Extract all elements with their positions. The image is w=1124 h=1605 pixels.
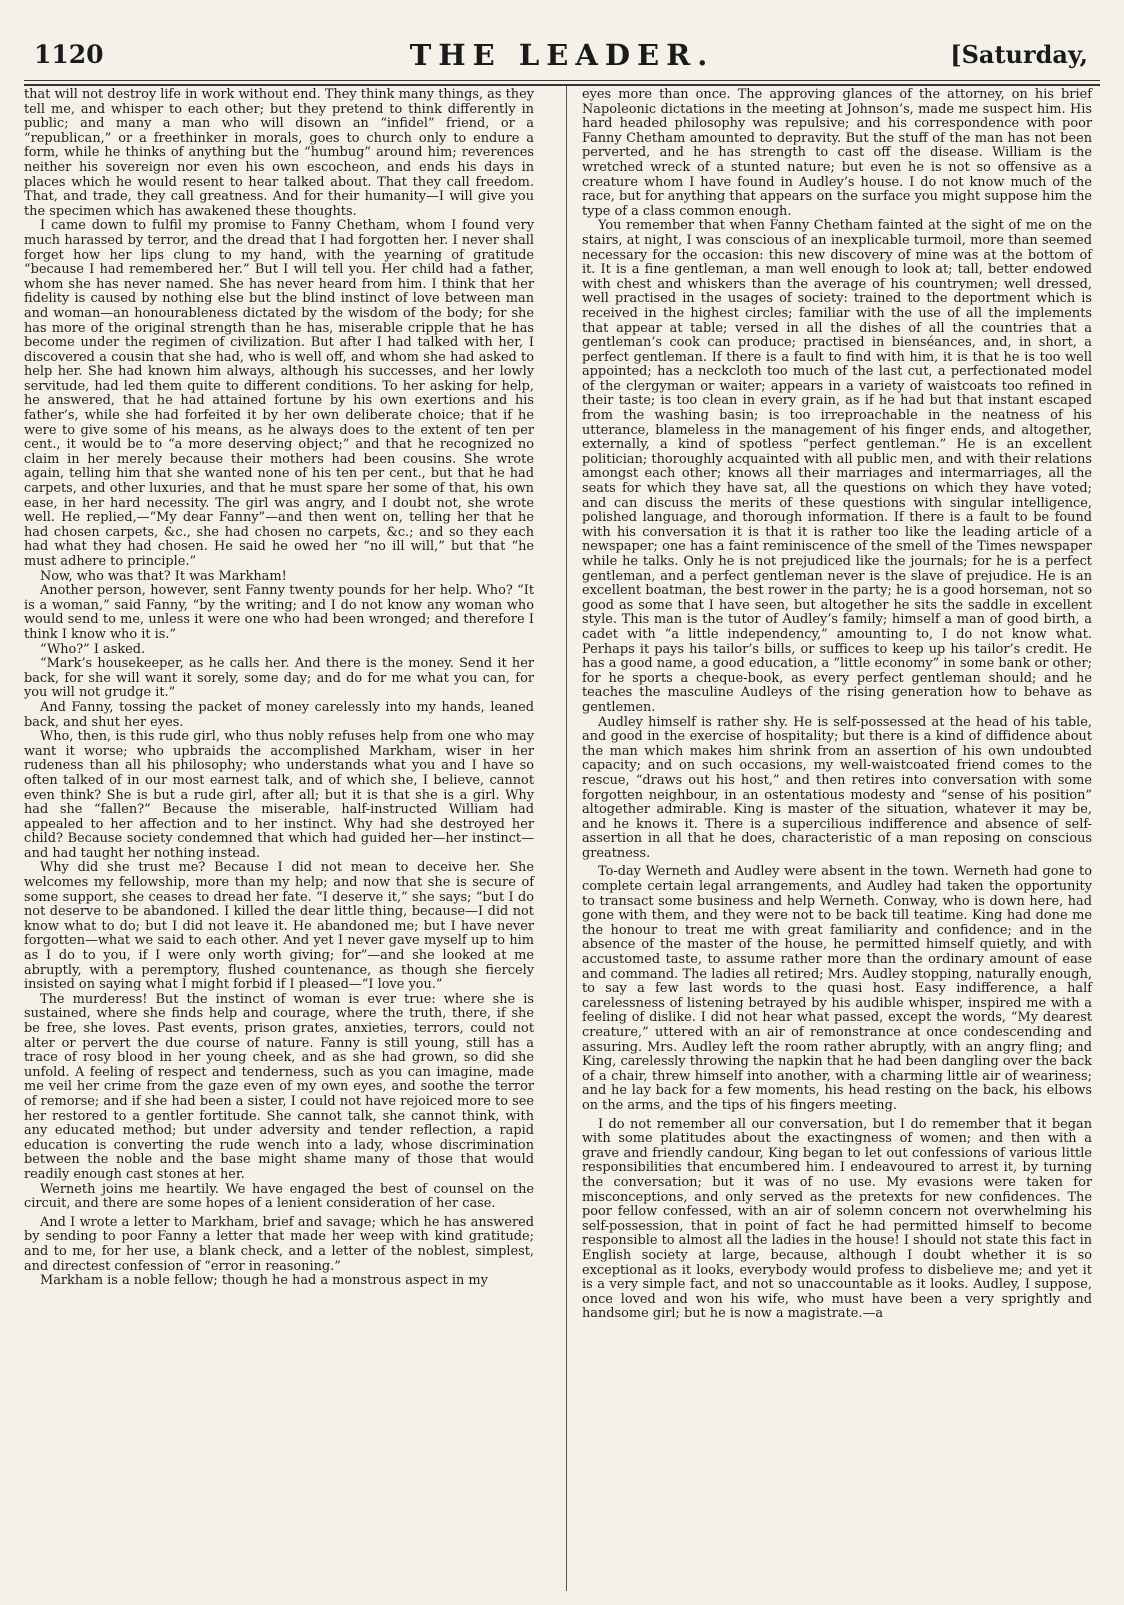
paragraph: Now, who was that? It was Markham! bbox=[40, 568, 287, 584]
paragraph: “Mark’s housekeeper, as he calls her. And there is the money. Send it her back, for she will want it sorely, some day; and do for me what you can, for you will not grudge it.” bbox=[24, 656, 534, 701]
paragraph: Werneth joins me heartily. We have engaged the best of counsel on the circuit, and there are some hopes of a lenient consideration of her case. bbox=[24, 1181, 534, 1212]
right-column bbox=[582, 88, 1092, 1322]
paragraph: Audley himself is rather shy. He is self-possessed at the head of his table, and good in the exercise of hospitality; but there is a kind of diffidence about the man which makes him shrink from an assertion of his own undoubted capacity; and on such occasions, my well-waistcoated friend comes to the rescue, “draws out his host,” and then retires into conversation with some forgotten neighbour, in an ostentatious modesty and “sense of his position” altogether admirable. King is master of the situation, whatever it may be, and he knows it. There is a supercilious indifference and absence of self-assertion in all that he does, characteristic of a man reposing on conscious greatness. bbox=[582, 714, 1092, 861]
paragraph: And I wrote a letter to Markham, brief and savage; which he has answered by sending to poor Fanny a letter that made her weep with kind gratitude; and to me, for her use, a blank check, and a letter of the noblest, simplest, and directest confession of “error in reasoning.” bbox=[24, 1214, 534, 1274]
left-column bbox=[24, 88, 534, 1289]
header-rule-thick bbox=[24, 84, 1100, 86]
paragraph: Another person, however, sent Fanny twenty pounds for her help. Who? “It is a woman,” said Fanny, “by the writing; and I do not know any woman who would send to me, unless it were one who had been wronged; and therefore I think I know who it is.” bbox=[24, 583, 534, 642]
paragraph: eyes more than once. The approving glances of the attorney, on his brief Napoleonic dictations in the meeting at Johnson’s, made me suspect him. His hard headed philosophy was repulsive; and his correspondence with poor Fanny Chetham amounted to depravity. But the stuff of the man has not been perverted, and he has strength to cast off the disease. William is the wretched wreck of a stunted nature; but even he is not so offensive as a creature whom I have found in Audley’s house. I do not know much of the race, but for anything that appears on the surface you might suppose him the type of a class common enough. bbox=[582, 87, 1092, 219]
paragraph: Why did she trust me? Because I did not mean to deceive her. She welcomes my fellowship, more than my help; and now that she is secure of some support, she ceases to dread her fate. “I deserve it,” she says; “but I do not deserve to be abandoned. I killed the dear little thing, because—I did not know what to do; but I did not leave it. He abandoned me; but I have never forgotten—what we said to each other. And yet I never gave myself up to him as I do to you, if I were only worth giving; for”—and she looked at me abruptly, with a peremptory, flushed countenance, as though she fiercely insisted on saying what I might forbid if I pleased—“I love you.” bbox=[24, 860, 534, 993]
paragraph: And Fanny, tossing the packet of money carelessly into my hands, leaned back, and shut her eyes. bbox=[24, 699, 534, 730]
newspaper-title: THE LEADER. bbox=[409, 38, 715, 72]
paragraph: You remember that when Fanny Chetham fainted at the sight of me on the stairs, at night, I was conscious of an inexplicable turmoil, more than seemed necessary for the occasion: this new discovery of mine was at the bottom of it. It is a fine gentleman, a man well enough to look at; tall, better endowed with chest and whiskers than the average of his countrymen; well dressed, well practised in the usages of society: trained to the deportment which is received in the highest circles; familiar with the use of all the implements that appear at table; versed in all the dishes of all the countries that a gentleman’s cook can produce; practised in bienséances, and, in short, a perfect gentleman. If there is a fault to find with him, it is that he is too well appointed; has a neckcloth too much of the last cut, a perfectionated model of the clergyman or waiter; appears in a variety of waistcoats too refined in their taste; is too clean in every grain, as if he had but that instant escaped from the washing basin; is too irreproachable in the neatness of his utterance, blameless in the management of his finger ends, and altogether, externally, a kind of spotless “perfect gentleman.” He is an excellent politician; thoroughly acquainted with all public men, and with their relations amongst each other; knows all their marriages and intermarriages, all the seats for which they have sat, all the questions on which they have voted; and can discuss the merits of these questions with singular intelligence, polished language, and thorough information. If there is a fault to be found with his conversation it is that it is rather too like the leading article of a newspaper; one has a faint reminiscence of the smell of the Times newspaper while he talks. Only he is not prejudiced like the journals; for he is a perfect gentleman, and a perfect gentleman never is the slave of prejudice. He is an excellent boatman, the best rower in the party; he is a good horseman, not so good as some that I have seen, but altogether he sits the saddle in excellent style. This man is the tutor of Audley’s family; himself a man of good birth, a cadet with “a little independency,” amounting to, I do not know what. Perhaps it pays his tailor’s bills, or suffices to keep up his tailor’s credit. He has a good name, a good education, a “little economy” in some bank or other; for he sports a cheque-book, as every perfect gentleman should; and he teaches the masculine Audleys of the rising generation how to behave as gentlemen. bbox=[582, 218, 1092, 715]
paragraph: that will not destroy life in work without end. They think many things, as they tell me, and whisper to each other; but they pretend to think differently in public; and many a man who will disown an “infidel” friend, or a “republican,” or a freethinker in morals, goes to church only to endure a form, while he thinks of anything but the “humbug” around him; reverences neither his sovereign nor even his own escocheon, and ends his days in places which he would resent to hear talked about. That they call freedom. That, and trade, they call greatness. And for their humanity—I will give you the specimen which has awakened these thoughts. bbox=[24, 87, 534, 219]
masthead bbox=[24, 36, 1100, 80]
page-number: 1120 bbox=[34, 40, 104, 69]
header-rule bbox=[24, 80, 1100, 81]
paragraph: “Who?” I asked. bbox=[40, 641, 146, 657]
issue-day: [Saturday, bbox=[950, 40, 1088, 69]
column-divider bbox=[566, 86, 567, 1591]
paragraph: To-day Werneth and Audley were absent in the town. Werneth had gone to complete certain legal arrangements, and Audley had taken the opportunity to transact some business and help Werneth. Conway, who is down here, had gone with them, and they were not to be back till teatime. King had done me the honour to treat me with great familiarity and confidence; and in the absence of the master of the house, he permitted himself quietly, and with accustomed taste, to assume rather more than the ordinary amount of ease and command. The ladies all retired; Mrs. Audley stopping, naturally enough, to say a few last words to the quasi host. Easy indifference, a half carelessness of listening betrayed by his audible whisper, inspired me with a feeling of dislike. I did not hear what passed, except the words, “My dearest creature,” uttered with an air of remonstrance at once condescending and assuring. Mrs. Audley left the room rather abruptly, with an angry fling; and King, carelessly throwing the napkin that he had been dangling over the back of a chair, threw himself into another, with a charming little air of weariness; and he lay back for a few moments, his head resting on the back, his elbows on the arms, and the tips of his fingers meeting. bbox=[582, 864, 1092, 1113]
paragraph: Who, then, is this rude girl, who thus nobly refuses help from one who may want it worse; who upbraids the accomplished Markham, wiser in her rudeness than all his philosophy; who understands what you and I have so often talked of in our most earnest talk, and of which she, I believe, cannot even think? She is but a rude girl, after all; but it is that she is a girl. Why had she “fallen?” Because the miserable, half-instructed William had appealed to her affection and to her instinct. Why had she destroyed her child? Because society condemned that which had guided her—her instinct—and had taught her nothing instead. bbox=[24, 729, 534, 861]
paragraph: The murderess! But the instinct of woman is ever true: where she is sustained, where she finds help and courage, where the truth, there, if she be free, she loves. Past events, prison grates, anxieties, terrors, could not alter or pervert the due course of nature. Fanny is still young, still has a trace of rosy blood in her young cheek, and as she had grown, so did she unfold. A feeling of respect and tenderness, such as you can imagine, made me veil her crime from the gaze even of my own eyes, and soothe the terror of remorse; and if she had been a sister, I could not have rejoiced more to see her restored to a gentler fortitude. She cannot talk, she cannot think, with any educated method; but under adversity and tender reflection, a rapid education is converting the rude wench into a lady, whose discrimination between the noble and the base might shame many of those that would readily enough cast stones at her. bbox=[24, 991, 534, 1182]
paragraph: Markham is a noble fellow; though he had a monstrous aspect in my bbox=[40, 1273, 488, 1289]
paragraph: I came down to fulfil my promise to Fanny Chetham, whom I found very much harassed by terror, and the dread that I had forgotten her. I never shall forget how her lips clung to my hand, with the yearning of gratitude “because I had remembered her.” But I will tell you. Her child had a father, whom she has never named. She has never heard from him. I think that her fidelity is caused by nothing else but the blind instinct of love between man and woman—an honourableness dictated by the wisdom of the body; for she has more of the original strength than he has, miserable cripple that he has become under the regimen of civilization. But after I had talked with her, I discovered a cousin that she had, who is well off, and whom she had asked to help her. She had known him always, although his successes, and her lowly servitude, had led them quite to different conditions. To her asking for help, he answered, that he had attained fortune by his own exertions and his father’s, while she had forfeited it by her own deliberate choice; that if he were to give some of his means, as he always does to the extent of ten per cent., it would be to “a more deserving object;” and that he recognized no claim in her merely because their mothers had been cousins. She wrote again, telling him that she wanted none of his ten per cent., but that he had carpets, and other luxuries, and that he must spare her some of that, his own ease, in her hard necessity. The girl was angry, and I doubt not, she wrote well. He replied,—“My dear Fanny”—and then went on, telling her that he had chosen carpets, &c., she had chosen no carpets, &c.; and so they each had what they had chosen. He said he owed her “no ill will,” but that “he must adhere to principle.” bbox=[24, 218, 534, 569]
paragraph: I do not remember all our conversation, but I do remember that it began with some platitudes about the exactingness of women; and then with a grave and friendly candour, King began to let out confessions of various little responsibilities that encumbered him. I endeavoured to arrest it, by turning the conversation; but it was of no use. My evasions were taken for misconceptions, and only served as the pretexts for new confidences. The poor fellow confessed, with an air of solemn concern not overwhelming his self-possession, that in point of fact he had permitted himself to become responsible to almost all the ladies in the house! I should not state this fact in English society at large, because, although I doubt whether it is so exceptional as it looks, everybody would profess to disbelieve me; and yet it is a very simple fact, and not so unaccountable as it looks. Audley, I suppose, once loved and won his wife, who must have been a very sprightly and handsome girl; but he is now a magistrate.—a bbox=[582, 1116, 1092, 1322]
